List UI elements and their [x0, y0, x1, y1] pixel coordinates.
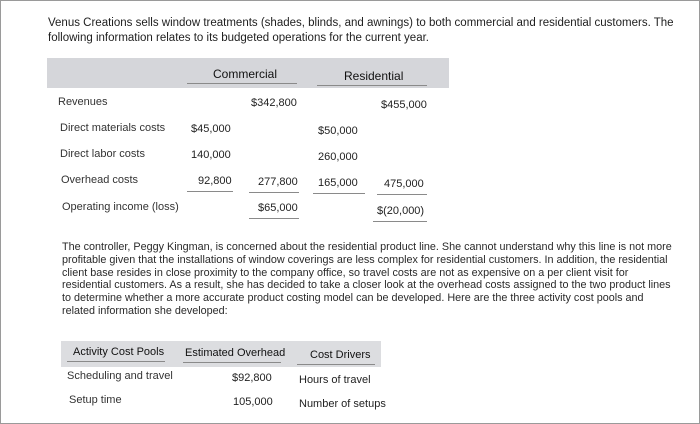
controller-paragraph: The controller, Peggy Kingman, is concerned about the residential product line. She cannot understand why this line is not more profitable given that the installations of window coverings are less complex for residential customers. In addition, the residential client base resides in close proximity to the company office, so travel costs are not as expensive on a per client visit for residential customers. As a result, she has decided to take a closer look at the overhead costs assigned to the two product lines to determine whether a more accurate product costing model can be developed. Here are the three activity cost pools and related information she developed:	[62, 241, 672, 317]
overhead-setup-time: 105,000	[233, 396, 273, 408]
header-drivers-underline	[297, 364, 375, 365]
header-activity-cost-pools: Activity Cost Pools	[73, 346, 165, 358]
residential-overhead: 165,000	[318, 177, 358, 189]
row-label-direct-materials: Direct materials costs	[60, 122, 166, 134]
header-pools-underline	[67, 361, 165, 362]
row-label-direct-labor: Direct labor costs	[60, 148, 145, 160]
pool-scheduling-travel: Scheduling and travel	[67, 370, 173, 382]
header-cost-drivers: Cost Drivers	[310, 349, 371, 361]
row-label-operating-income: Operating income (loss)	[62, 201, 179, 213]
header-commercial-underline	[187, 83, 297, 84]
commercial-operating-income: $65,000	[258, 202, 298, 214]
commercial-direct-labor: 140,000	[191, 149, 231, 161]
commercial-income-underline	[249, 218, 299, 219]
commercial-revenues: $342,800	[251, 97, 297, 109]
commercial-direct-materials: $45,000	[191, 123, 231, 135]
commercial-total-underline	[249, 192, 299, 193]
residential-direct-labor: 260,000	[318, 151, 358, 163]
residential-income-underline	[373, 221, 427, 222]
header-estimated-overhead: Estimated Overhead	[185, 347, 286, 359]
pool-setup-time: Setup time	[69, 394, 122, 406]
header-overhead-underline	[183, 362, 281, 363]
commercial-overhead: 92,800	[198, 175, 232, 187]
residential-total-underline	[377, 194, 427, 195]
row-label-overhead: Overhead costs	[61, 174, 139, 186]
header-commercial: Commercial	[213, 67, 278, 81]
commercial-overhead-underline	[187, 191, 233, 192]
commercial-total-costs: 277,800	[258, 176, 298, 188]
intro-text: Venus Creations sells window treatments (shades, blinds, and awnings) to both commercial and residential customers. The following information relates to its budgeted operations for the current year.	[48, 17, 674, 44]
residential-operating-income: $(20,000)	[377, 205, 425, 217]
header-residential-underline	[317, 85, 427, 86]
residential-total-costs: 475,000	[384, 178, 424, 190]
residential-revenues: $455,000	[381, 99, 427, 111]
residential-overhead-underline	[313, 193, 365, 194]
driver-setup-time: Number of setups	[299, 398, 386, 410]
header-residential: Residential	[344, 69, 404, 83]
driver-scheduling-travel: Hours of travel	[299, 374, 371, 386]
residential-direct-materials: $50,000	[318, 125, 358, 137]
row-label-revenues: Revenues	[58, 96, 108, 108]
overhead-scheduling-travel: $92,800	[232, 372, 272, 384]
